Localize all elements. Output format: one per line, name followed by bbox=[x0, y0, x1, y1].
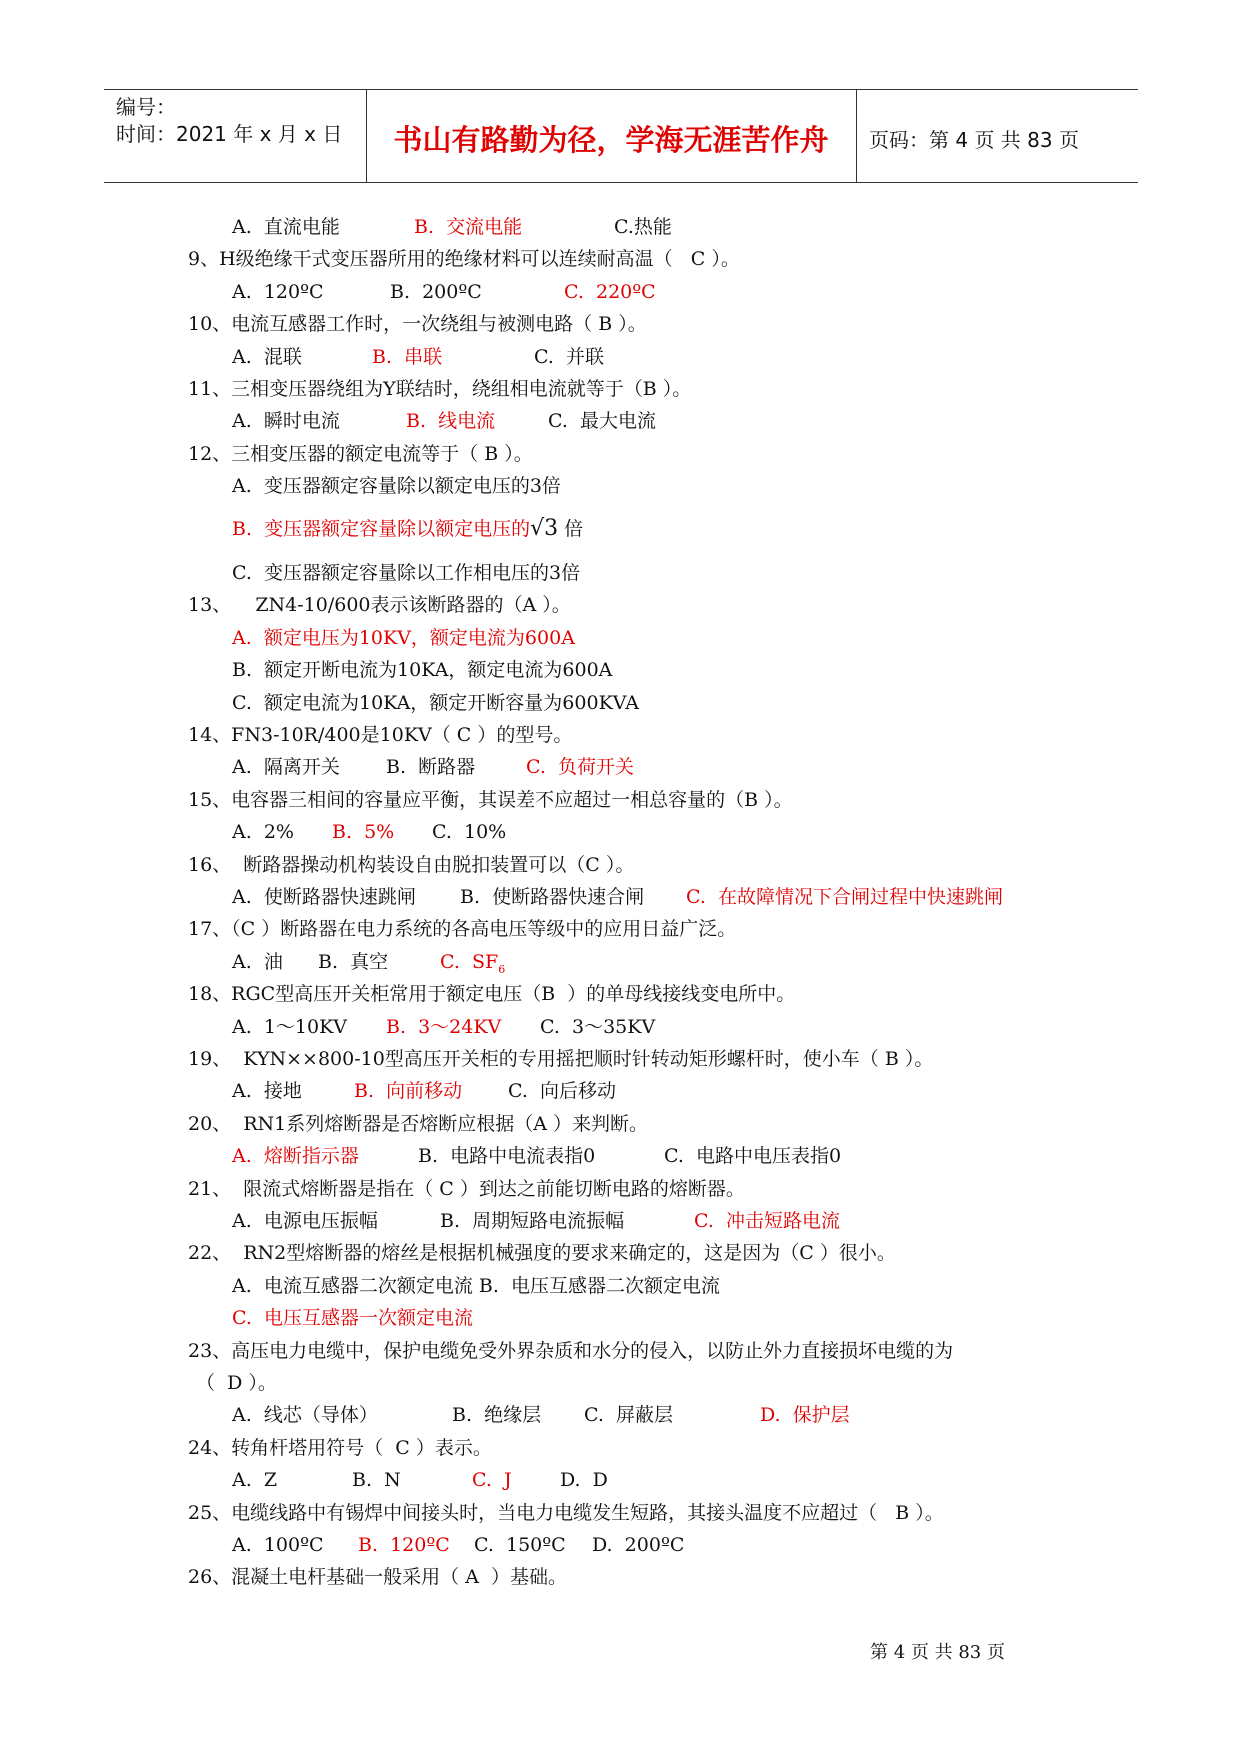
text-segment: 26、混凝土电杆基础一般采用（ A ）基础。 bbox=[188, 1566, 568, 1588]
document-number-label: 编号： bbox=[116, 95, 176, 119]
text-line bbox=[188, 850, 634, 880]
text-segment: 25、电缆线路中有锡焊中间接头时，当电力电缆发生短路，其接头温度不应超过（ B ）。 bbox=[188, 1502, 944, 1524]
text-line bbox=[232, 1076, 616, 1106]
text-segment: 17、（C ）断路器在电力系统的各高电压等级中的应用日益广泛。 bbox=[188, 918, 737, 940]
text-segment: C. 并联 bbox=[534, 346, 604, 368]
answer-option-correct: B. 向前移动 bbox=[354, 1080, 463, 1102]
answer-option-correct: D. 保护层 bbox=[760, 1404, 850, 1426]
answer-option-correct: C. 电压互感器一次额定电流 bbox=[232, 1307, 473, 1329]
page-footer: 第 4 页 共 83 页 bbox=[870, 1642, 1005, 1663]
text-segment: 15、电容器三相间的容量应平衡，其误差不应超过一相总容量的（B ）。 bbox=[188, 789, 793, 811]
text-segment: 23、高压电力电缆中，保护电缆免受外界杂质和水分的侵入，以防止外力直接损坏电缆的为 bbox=[188, 1340, 954, 1362]
text-line bbox=[232, 558, 580, 588]
text-segment: 10、电流互感器工作时，一次绕组与被测电路（ B ）。 bbox=[188, 313, 647, 335]
text-line bbox=[188, 785, 793, 815]
text-line bbox=[232, 817, 506, 847]
text-line bbox=[232, 1012, 655, 1042]
text-line bbox=[232, 471, 561, 501]
text-segment: C. 向后移动 bbox=[508, 1080, 616, 1102]
text-segment: A. 100ºC bbox=[232, 1534, 324, 1556]
answer-option-correct: C. J bbox=[472, 1469, 512, 1491]
text-segment: A. 120ºC bbox=[232, 281, 324, 303]
page-header bbox=[104, 89, 1138, 183]
text-segment: B. 使断路器快速合闸 bbox=[460, 886, 645, 908]
header-page-label: 页码：第 4 页 共 83 页 bbox=[869, 128, 1079, 152]
text-segment: B. 额定开断电流为10KA，额定电流为600A bbox=[232, 659, 613, 681]
text-line bbox=[232, 406, 656, 436]
text-segment: C. 额定电流为10KA，额定开断容量为600KVA bbox=[232, 692, 639, 714]
text-segment: 21、 限流式熔断器是指在（ C ）到达之前能切断电路的熔断器。 bbox=[188, 1178, 745, 1200]
text-segment: 22、 RN2型熔断器的熔丝是根据机械强度的要求来确定的，这是因为（C ）很小。 bbox=[188, 1242, 896, 1264]
text-segment: D. 200ºC bbox=[592, 1534, 685, 1556]
text-segment: 9、H级绝缘干式变压器所用的绝缘材料可以连续耐高温（ C ）。 bbox=[188, 248, 740, 270]
answer-option-correct: C. 220ºC bbox=[564, 281, 656, 303]
answer-option-correct: A. 熔断指示器 bbox=[232, 1145, 359, 1167]
text-line bbox=[232, 1465, 608, 1495]
text-line bbox=[232, 212, 672, 242]
text-segment: A. Z bbox=[232, 1469, 278, 1491]
answer-option-correct: C. $SF_6$ bbox=[440, 951, 506, 976]
text-line bbox=[188, 1238, 896, 1268]
subscript: 6 bbox=[498, 962, 506, 976]
text-segment: 20、 RN1系列熔断器是否熔断应根据（A ）来判断。 bbox=[188, 1113, 649, 1135]
text-segment: A. 油 bbox=[232, 951, 283, 973]
text-line bbox=[232, 1400, 850, 1430]
answer-option-correct: C. 在故障情况下合闸过程中快速跳闸 bbox=[686, 886, 1003, 908]
document-time-label: 时间：2021 年 x 月 x 日 bbox=[116, 122, 343, 146]
answer-option-correct: B. 变压器额定容量除以额定电压的 bbox=[232, 518, 531, 540]
answer-option-correct: B. 120ºC bbox=[358, 1534, 450, 1556]
text-segment: A. 隔离开关 bbox=[232, 756, 340, 778]
text-line bbox=[188, 439, 533, 469]
header-divider-left bbox=[366, 90, 367, 182]
text-segment: 13、 ZN4-10/600表示该断路器的（A ）。 bbox=[188, 594, 571, 616]
text-line bbox=[196, 1368, 277, 1398]
text-line bbox=[232, 752, 634, 782]
text-segment: B. 200ºC bbox=[390, 281, 482, 303]
text-line bbox=[188, 1044, 933, 1074]
answer-option-correct: C. 负荷开关 bbox=[526, 756, 634, 778]
text-line bbox=[188, 1433, 492, 1463]
text-line bbox=[188, 374, 691, 404]
text-line bbox=[232, 655, 612, 685]
text-segment: 16、 断路器操动机构装设自由脱扣装置可以（C ）。 bbox=[188, 854, 635, 876]
text-line bbox=[232, 882, 1003, 912]
text-line bbox=[232, 277, 656, 307]
text-segment: C.热能 bbox=[614, 216, 672, 238]
text-segment: A. 电流互感器二次额定电流 B. 电压互感器二次额定电流 bbox=[232, 1275, 720, 1297]
text-segment: 12、三相变压器的额定电流等于（ B ）。 bbox=[188, 443, 533, 465]
text-line bbox=[188, 590, 571, 620]
answer-option-correct: B. 3～24KV bbox=[386, 1016, 502, 1038]
answer-option-correct: B. 串联 bbox=[372, 346, 443, 368]
text-line bbox=[188, 244, 740, 274]
text-segment: A. 1～10KV bbox=[232, 1016, 348, 1038]
header-divider-right bbox=[856, 90, 857, 182]
text-segment: C. 150ºC bbox=[474, 1534, 566, 1556]
text-line bbox=[232, 688, 639, 718]
text-segment: A. 接地 bbox=[232, 1080, 302, 1102]
text-line bbox=[232, 623, 575, 653]
text-line bbox=[188, 309, 647, 339]
text-segment: C. 10% bbox=[432, 821, 507, 843]
text-segment: A. 线芯（导体） bbox=[232, 1404, 378, 1426]
text-segment: 11、三相变压器绕组为Y联结时，绕组相电流就等于（B ）。 bbox=[188, 378, 692, 400]
text-segment: B. 电路中电流表指0 bbox=[418, 1145, 596, 1167]
text-segment: A. 使断路器快速跳闸 bbox=[232, 886, 416, 908]
text-segment: C. 最大电流 bbox=[548, 410, 656, 432]
text-line bbox=[188, 1174, 745, 1204]
text-segment: C. 屏蔽层 bbox=[584, 1404, 673, 1426]
text-segment: （ D ）。 bbox=[196, 1372, 277, 1394]
text-segment: A. 变压器额定容量除以额定电压的3倍 bbox=[232, 475, 561, 497]
text-line bbox=[188, 1562, 567, 1592]
text-line bbox=[232, 342, 604, 372]
text-segment: A. 直流电能 bbox=[232, 216, 340, 238]
text-segment: C. 电路中电压表指0 bbox=[664, 1145, 842, 1167]
text-segment: A. 混联 bbox=[232, 346, 302, 368]
text-segment: C. 3～35KV bbox=[540, 1016, 656, 1038]
text-line bbox=[232, 1206, 840, 1236]
text-segment: D. D bbox=[560, 1469, 608, 1491]
header-motto: 书山有路勤为径，学海无涯苦作舟 bbox=[393, 123, 829, 157]
text-line bbox=[232, 1271, 720, 1301]
text-segment: A. 电源电压振幅 bbox=[232, 1210, 378, 1232]
text-line bbox=[188, 1336, 953, 1366]
text-line bbox=[188, 720, 572, 750]
answer-option-correct: B. 5% bbox=[332, 821, 395, 843]
text-line bbox=[232, 514, 583, 544]
text-segment: A. 2% bbox=[232, 821, 294, 843]
text-segment: B. N bbox=[352, 1469, 401, 1491]
text-segment: 14、FN3-10R/400是10KV（ C ）的型号。 bbox=[188, 724, 573, 746]
text-line bbox=[188, 979, 795, 1009]
text-segment: B. 周期短路电流振幅 bbox=[440, 1210, 625, 1232]
text-segment: B. 绝缘层 bbox=[452, 1404, 542, 1426]
text-segment: C. 变压器额定容量除以工作相电压的3倍 bbox=[232, 562, 581, 584]
text-segment: 倍 bbox=[558, 518, 584, 540]
answer-option-correct: A. 额定电压为10KV，额定电流为600A bbox=[232, 627, 575, 649]
text-line bbox=[232, 1303, 473, 1333]
text-segment: 24、转角杆塔用符号（ C ）表示。 bbox=[188, 1437, 492, 1459]
answer-option-correct: B. 线电流 bbox=[406, 410, 496, 432]
text-segment: B. 真空 bbox=[318, 951, 389, 973]
text-line bbox=[232, 1530, 684, 1560]
answer-option-correct: C. 冲击短路电流 bbox=[694, 1210, 840, 1232]
text-line bbox=[188, 1109, 648, 1139]
text-line bbox=[232, 1141, 841, 1171]
answer-option-correct: B. 交流电能 bbox=[414, 216, 523, 238]
text-segment: 18、RGC型高压开关柜常用于额定电压（B ）的单母线接线变电所中。 bbox=[188, 983, 796, 1005]
header-meta bbox=[116, 94, 342, 148]
text-line bbox=[188, 1498, 944, 1528]
text-segment: B. 断路器 bbox=[386, 756, 476, 778]
text-segment: 19、 KYN××800-10型高压开关柜的专用摇把顺时针转动矩形螺杆时，使小车（ B ）。 bbox=[188, 1048, 934, 1070]
text-segment: A. 瞬时电流 bbox=[232, 410, 340, 432]
sqrt3-symbol: √3 bbox=[530, 516, 559, 541]
text-line bbox=[188, 914, 736, 944]
